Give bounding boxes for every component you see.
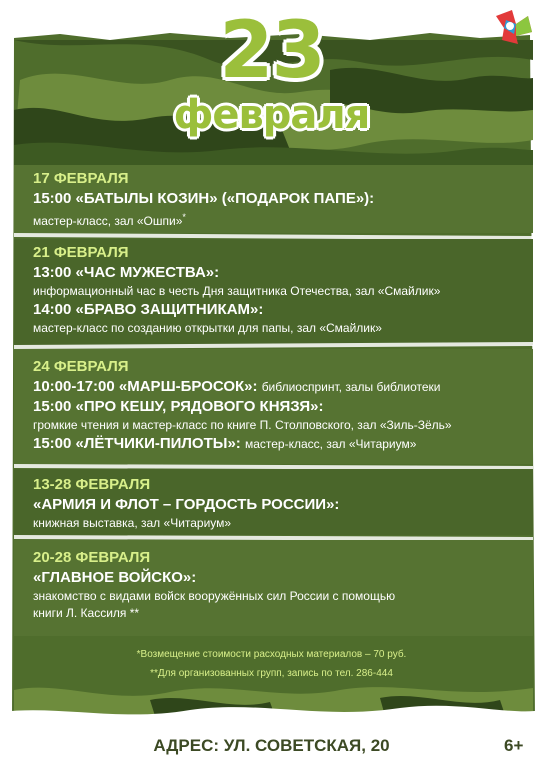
footnote-2: **Для организованных групп, запись по тел. 286-444 — [150, 668, 393, 679]
event-description: мастер-класс, зал «Читариум» — [244, 437, 417, 451]
address: АДРЕС: УЛ. СОВЕТСКАЯ, 20 — [153, 736, 390, 755]
event-block-24-feb — [33, 357, 533, 454]
event-description: библиоспринт, залы библиотеки — [261, 380, 441, 394]
event-description: мастер-класс по созданию открытки для папы, зал «Смайлик» — [33, 321, 382, 335]
event-date: 13-28 ФЕВРАЛЯ — [33, 476, 151, 493]
event-description: книжная выставка, зал «Читариум» — [33, 516, 232, 530]
event-block-21-feb — [33, 243, 533, 337]
footnote-1: *Возмещение стоимости расходных материалов – 70 руб. — [136, 649, 407, 660]
event-description: информационный час в честь Дня защитника Отечества, зал «Смайлик» — [33, 284, 441, 298]
event-title: 15:00 «ЛЁТЧИКИ-ПИЛОТЫ»: мастер-класс, зал «Читариум» — [33, 435, 417, 452]
title-month: февраля — [173, 92, 370, 138]
event-title: 13:00 «ЧАС МУЖЕСТВА»: — [33, 264, 220, 281]
event-description: знакомство с видами войск вооружённых сил России с помощью — [33, 589, 396, 603]
event-date: 24 ФЕВРАЛЯ — [33, 358, 129, 375]
event-description: громкие чтения и мастер-класс по книге П. Столповского, зал «Зиль-Зёль» — [33, 418, 452, 432]
event-block-13-28-feb — [33, 475, 533, 532]
event-title: «АРМИЯ И ФЛОТ – ГОРДОСТЬ РОССИИ»: — [33, 496, 340, 513]
title-number: 23 — [219, 6, 324, 96]
event-title: «ГЛАВНОЕ ВОЙСКО»: — [33, 569, 197, 586]
event-title: 15:00 «БАТЫЛЫ КОЗИН» («ПОДАРОК ПАПЕ»): — [33, 190, 375, 207]
event-date: 17 ФЕВРАЛЯ — [33, 170, 129, 187]
footnote-mark: * — [182, 212, 186, 222]
event-title: 14:00 «БРАВО ЗАЩИТНИКАМ»: — [33, 301, 264, 318]
event-title: 10:00-17:00 «МАРШ-БРОСОК»: библиоспринт, залы библиотеки — [33, 378, 441, 395]
event-date: 21 ФЕВРАЛЯ — [33, 244, 129, 261]
event-description: мастер-класс, зал «Ошпи»* — [33, 212, 186, 228]
event-block-17-feb — [33, 169, 533, 230]
event-block-20-28-feb — [33, 548, 533, 622]
event-date: 20-28 ФЕВРАЛЯ — [33, 549, 151, 566]
age-rating: 6+ — [504, 736, 524, 755]
event-description: книги Л. Кассиля ** — [33, 606, 140, 620]
event-title: 15:00 «ПРО КЕШУ, РЯДОВОГО КНЯЗЯ»: — [33, 398, 324, 415]
